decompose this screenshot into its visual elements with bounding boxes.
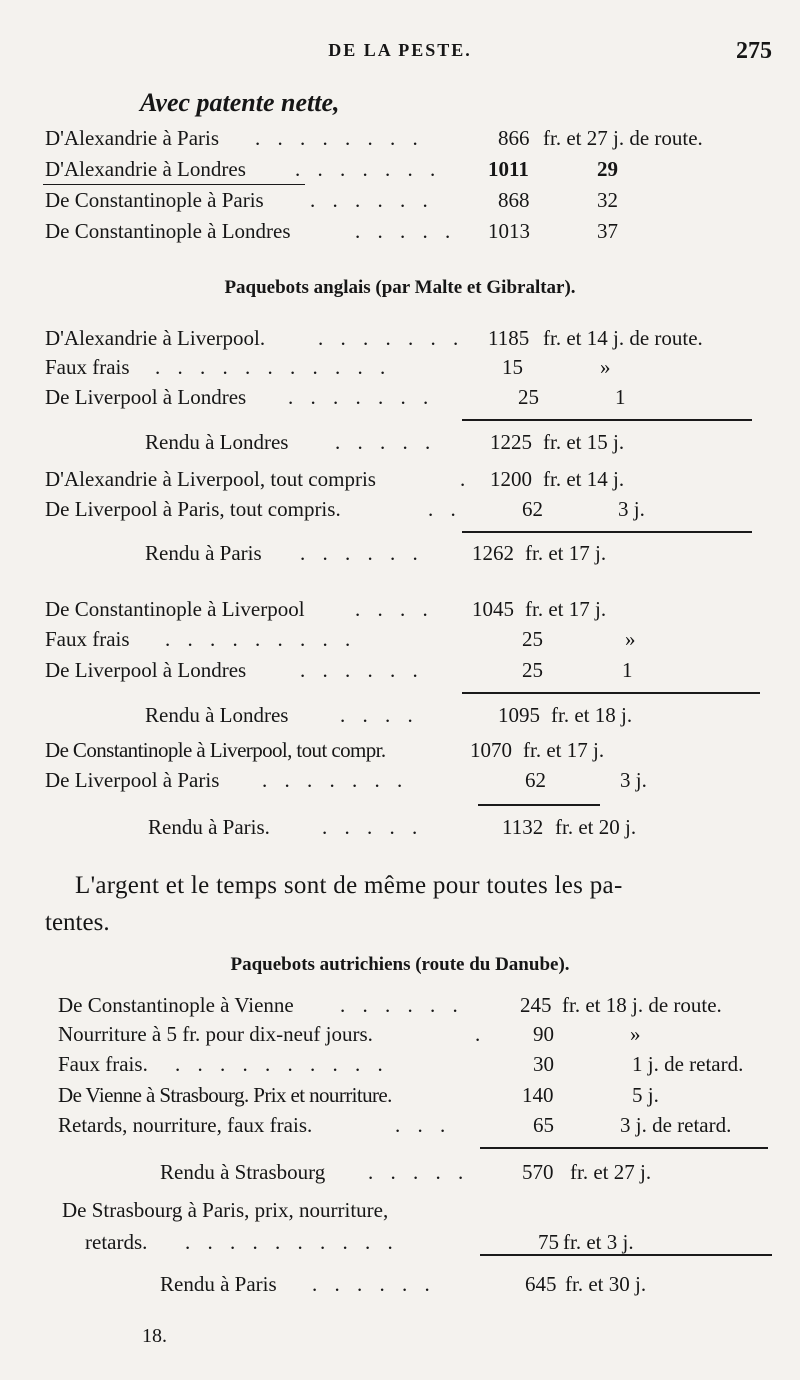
row-suffix: fr. et 18 j. de route.	[562, 993, 722, 1017]
leader-dots: . . . . . .	[310, 188, 434, 212]
leader-dots: . . . . .	[322, 815, 424, 839]
leader-dots: . . . . . . .	[318, 326, 465, 350]
total-row	[0, 541, 800, 571]
table-row	[0, 1198, 800, 1228]
row-amount: 30	[533, 1052, 554, 1076]
section-heading-autrichiens: Paquebots autrichiens (route du Danube).	[230, 954, 570, 975]
row-label: De Constantinople à Vienne	[58, 993, 294, 1017]
table-row	[0, 993, 800, 1023]
row-label: D'Alexandrie à Liverpool.	[45, 326, 266, 350]
row-amount: 25	[518, 385, 539, 409]
row-amount: 65	[533, 1113, 554, 1137]
leader-dots: . . . .	[355, 597, 434, 621]
row-suffix: »	[600, 355, 611, 379]
total-label: Rendu à Paris.	[148, 815, 270, 839]
table-row	[0, 738, 800, 768]
total-label: Rendu à Paris	[160, 1272, 277, 1296]
row-label: De Liverpool à Paris, tout compris.	[45, 497, 341, 521]
leader-dots: . .	[428, 497, 462, 521]
row-suffix: fr. et 17 j.	[523, 738, 605, 762]
total-row	[0, 430, 800, 460]
table-row	[0, 597, 800, 627]
leader-dots: . . . . . . . . .	[165, 627, 357, 651]
table-row	[0, 1022, 800, 1052]
row-label: De Vienne à Strasbourg. Prix et nourriture.	[58, 1083, 392, 1107]
row-label: De Constantinople à Londres	[45, 219, 291, 243]
total-row	[0, 1272, 800, 1302]
total-suffix: fr. et 30 j.	[565, 1272, 647, 1296]
leader-dots: . . . . .	[368, 1160, 470, 1184]
row-amount: 25	[522, 627, 543, 651]
row-amount: 62	[522, 497, 543, 521]
table-row	[0, 768, 800, 798]
row-amount: 1011	[488, 157, 529, 181]
row-label: Faux frais	[45, 627, 130, 651]
row-amount: 15	[502, 355, 523, 379]
row-suffix: 1	[622, 658, 633, 682]
row-amount: 245	[520, 993, 552, 1017]
leader-dots: .	[460, 467, 472, 491]
row-suffix: 32	[597, 188, 618, 212]
row-label: De Liverpool à Londres	[45, 385, 247, 409]
row-label: De Strasbourg à Paris, prix, nourriture,	[62, 1198, 389, 1222]
leader-dots: . . . . . . . . . .	[175, 1052, 389, 1076]
row-amount: 866	[498, 126, 530, 150]
table-row	[0, 188, 800, 218]
leader-dots: . . . . . .	[300, 541, 424, 565]
table-row	[0, 219, 800, 249]
row-amount: 62	[525, 768, 546, 792]
row-label: Faux frais	[45, 355, 130, 379]
leader-dots: . . . . .	[335, 430, 437, 454]
running-head: DE LA PESTE.	[328, 40, 472, 60]
total-label: Rendu à Paris	[145, 541, 262, 565]
total-suffix: fr. et 20 j.	[555, 815, 637, 839]
row-suffix: fr. et 3 j.	[563, 1230, 634, 1254]
row-label: D'Alexandrie à Paris	[45, 126, 220, 150]
total-row	[0, 1160, 800, 1190]
sum-rule	[462, 419, 752, 421]
table-row	[0, 497, 800, 527]
row-amount: 140	[522, 1083, 554, 1107]
leader-dots: . . . . . . . .	[255, 126, 424, 150]
row-label: De Constantinople à Paris	[45, 188, 264, 212]
underline-rule	[43, 184, 305, 185]
leader-dots: . . .	[395, 1113, 452, 1137]
row-suffix: 37	[597, 219, 618, 243]
table-row	[0, 1083, 800, 1113]
total-amount: 1132	[502, 815, 544, 839]
total-suffix: fr. et 17 j.	[525, 541, 607, 565]
signature-mark: 18.	[142, 1325, 167, 1347]
row-label: Retards, nourriture, faux frais.	[58, 1113, 313, 1137]
row-suffix: 29	[597, 157, 618, 181]
total-suffix: fr. et 15 j.	[543, 430, 625, 454]
paragraph-line-1: L'argent et le temps sont de même pour toutes les pa-	[75, 872, 623, 899]
row-suffix: 1	[615, 385, 626, 409]
table-row	[0, 658, 800, 688]
leader-dots: . . . . . . .	[295, 157, 442, 181]
table-row	[0, 385, 800, 415]
total-amount: 1225	[490, 430, 532, 454]
total-row	[0, 815, 800, 845]
total-amount: 1262	[472, 541, 514, 565]
row-amount: 1200	[490, 467, 532, 491]
table-row	[0, 1113, 800, 1143]
row-label: Faux frais.	[58, 1052, 148, 1076]
total-suffix: fr. et 18 j.	[551, 703, 633, 727]
row-label: De Constantinople à Liverpool, tout compr.	[45, 738, 386, 762]
row-amount: 1070	[470, 738, 512, 762]
total-label: Rendu à Strasbourg	[160, 1160, 326, 1184]
total-suffix: fr. et 27 j.	[570, 1160, 652, 1184]
row-amount: 1185	[488, 326, 530, 350]
page-number: 275	[736, 38, 772, 64]
table-row	[0, 467, 800, 497]
leader-dots: . . . . . . . . . .	[185, 1230, 399, 1254]
row-suffix: 3 j.	[620, 768, 647, 792]
leader-dots: . . . . . .	[300, 658, 424, 682]
row-suffix: »	[630, 1022, 641, 1046]
row-suffix: »	[625, 627, 636, 651]
sum-rule	[478, 804, 600, 806]
row-amount: 1013	[488, 219, 530, 243]
leader-dots: . . . . .	[355, 219, 457, 243]
total-amount: 1095	[498, 703, 540, 727]
row-amount: 868	[498, 188, 530, 212]
table-row	[0, 1052, 800, 1082]
table-row	[0, 355, 800, 385]
table-row	[0, 157, 800, 187]
section-heading-anglais: Paquebots anglais (par Malte et Gibraltar).	[224, 277, 576, 298]
sum-rule	[480, 1147, 768, 1149]
row-label: Nourriture à 5 fr. pour dix-neuf jours.	[58, 1022, 373, 1046]
row-label: De Liverpool à Paris	[45, 768, 220, 792]
paragraph-line-2: tentes.	[45, 909, 110, 936]
row-label: D'Alexandrie à Liverpool, tout compris	[45, 467, 376, 491]
total-label: Rendu à Londres	[145, 703, 289, 727]
leader-dots: . . . . . .	[312, 1272, 436, 1296]
sum-rule	[462, 692, 760, 694]
row-amount: 75	[538, 1230, 559, 1254]
table-row	[0, 126, 800, 156]
row-suffix: fr. et 14 j. de route.	[543, 326, 703, 350]
table-row	[0, 326, 800, 356]
total-row	[0, 703, 800, 733]
row-amount: 25	[522, 658, 543, 682]
row-suffix: 1 j. de retard.	[632, 1052, 744, 1076]
leader-dots: .	[475, 1022, 487, 1046]
leader-dots: . . . .	[340, 703, 419, 727]
sum-rule	[462, 531, 752, 533]
leader-dots: . . . . . .	[340, 993, 464, 1017]
row-suffix: 5 j.	[632, 1083, 659, 1107]
row-label: D'Alexandrie à Londres	[45, 157, 246, 181]
leader-dots: . . . . . . .	[262, 768, 409, 792]
row-amount: 1045	[472, 597, 514, 621]
row-label: De Liverpool à Londres	[45, 658, 247, 682]
row-suffix: fr. et 14 j.	[543, 467, 625, 491]
row-label-continued: retards.	[85, 1230, 148, 1254]
leader-dots: . . . . . . . . . . .	[155, 355, 392, 379]
row-label: De Constantinople à Liverpool	[45, 597, 305, 621]
row-suffix: fr. et 27 j. de route.	[543, 126, 703, 150]
total-amount: 570	[522, 1160, 554, 1184]
row-amount: 90	[533, 1022, 554, 1046]
row-suffix: fr. et 17 j.	[525, 597, 607, 621]
total-label: Rendu à Londres	[145, 430, 289, 454]
row-suffix: 3 j.	[618, 497, 645, 521]
total-amount: 645	[525, 1272, 557, 1296]
table-row	[0, 627, 800, 657]
sum-rule	[480, 1254, 772, 1256]
section-heading-nette: Avec patente nette,	[140, 88, 340, 117]
row-suffix: 3 j. de retard.	[620, 1113, 732, 1137]
leader-dots: . . . . . . .	[288, 385, 435, 409]
